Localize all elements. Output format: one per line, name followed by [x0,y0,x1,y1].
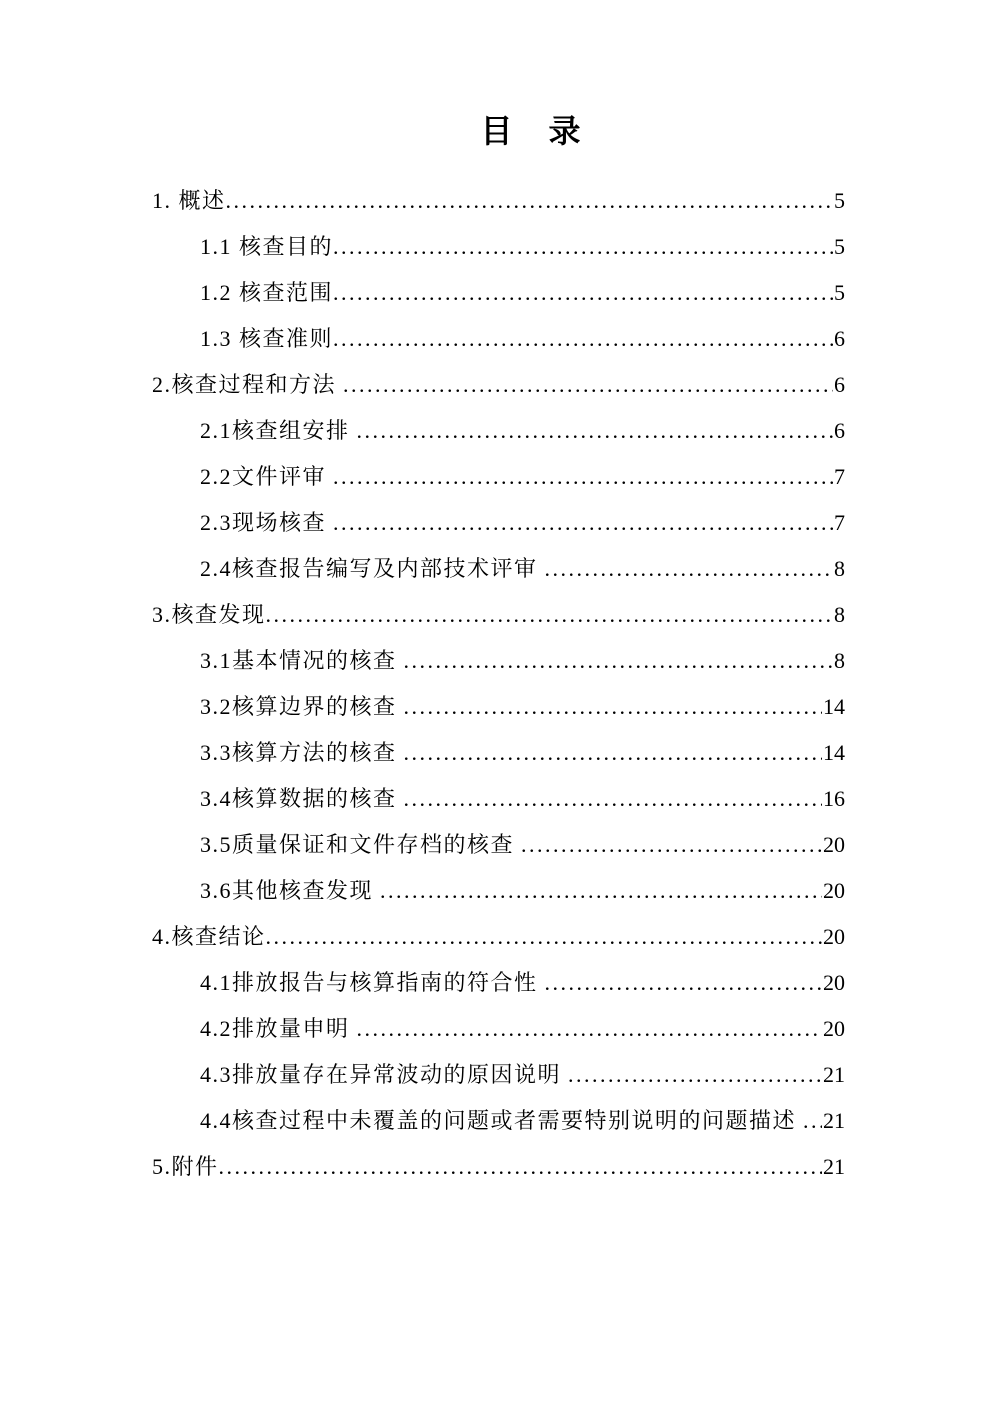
toc-entry[interactable] [152,454,845,500]
toc-entry[interactable] [152,1098,845,1144]
toc-leader-dots [404,730,822,776]
toc-entry-label: 2.2文件评审 [200,464,334,490]
toc-entry-label: 3.1基本情况的核查 [200,648,404,674]
toc-entry-page: 6 [834,372,845,398]
toc-entry-page: 14 [823,740,845,766]
toc-entry[interactable] [152,1052,845,1098]
toc-entry-page: 20 [823,924,845,950]
toc-entry[interactable] [152,408,845,454]
toc-entry-label: 3.3核算方法的核查 [200,740,404,766]
toc-entry-label: 1.3 核查准则 [200,326,334,352]
toc-leader-dots [333,316,833,362]
toc-leader-dots [266,914,822,960]
toc-entry[interactable] [152,362,845,408]
toc-entry-label: 2.核查过程和方法 [152,372,344,398]
toc-entry-label: 2.4核查报告编写及内部技术评审 [200,556,545,582]
toc-entry[interactable] [152,592,845,638]
toc-entry-page: 5 [834,188,845,214]
toc-entry[interactable] [152,868,845,914]
toc-entry-page: 16 [823,786,845,812]
toc-entry[interactable] [152,960,845,1006]
toc-entry-label: 4.2排放量申明 [200,1016,357,1042]
toc-entry-page: 14 [823,694,845,720]
toc-entry-label: 3.核查发现 [152,602,266,628]
toc-entry-label: 2.3现场核查 [200,510,334,536]
toc-leader-dots [226,178,833,224]
toc-entry-page: 21 [823,1154,845,1180]
toc-entry[interactable] [152,730,845,776]
toc-entry-label: 3.6其他核查发现 [200,878,381,904]
toc-entry-page: 5 [834,234,845,260]
toc-title: 目 录 [480,113,583,149]
toc-entry-label: 3.2核算边界的核查 [200,694,404,720]
toc-entry-label: 4.4核查过程中未覆盖的问题或者需要特别说明的问题描述 [200,1108,804,1134]
toc-leader-dots [357,1006,822,1052]
toc-entry-label: 1.2 核查范围 [200,280,334,306]
toc-entry-page: 21 [823,1108,845,1134]
toc-leader-dots [380,868,822,914]
toc-entry-label: 4.1排放报告与核算指南的符合性 [200,970,545,996]
toc-entry[interactable] [152,638,845,684]
toc-leader-dots [803,1098,822,1144]
toc-entry-page: 20 [823,832,845,858]
toc-entry-page: 7 [834,464,845,490]
toc-leader-dots [404,638,833,684]
toc-entry[interactable] [152,776,845,822]
toc-entry-label: 3.5质量保证和文件存档的核查 [200,832,522,858]
toc-entry-label: 1.1 核查目的 [200,234,334,260]
toc-entry[interactable] [152,822,845,868]
toc-entry[interactable] [152,1006,845,1052]
toc-entry-label: 4.核查结论 [152,924,266,950]
toc-leader-dots [266,592,833,638]
toc-entry[interactable] [152,1144,845,1190]
toc-entry[interactable] [152,684,845,730]
toc-entry-label: 4.3排放量存在异常波动的原因说明 [200,1062,569,1088]
toc-entry[interactable] [152,914,845,960]
toc-entry[interactable] [152,500,845,546]
toc-leader-dots [545,546,833,592]
toc-entry-page: 21 [823,1062,845,1088]
toc-entry-page: 6 [834,326,845,352]
toc-entry[interactable] [152,316,845,362]
toc-leader-dots [333,270,833,316]
toc-leader-dots [404,684,822,730]
toc-leader-dots [357,408,833,454]
toc-entry[interactable] [152,178,845,224]
toc-leader-dots [521,822,822,868]
toc-entry-page: 20 [823,1016,845,1042]
toc-leader-dots [343,362,833,408]
toc-entry-label: 1. 概述 [152,188,226,214]
toc-entry-page: 7 [834,510,845,536]
toc-leader-dots [333,224,833,270]
toc-list [152,178,845,1190]
toc-entry-page: 8 [834,602,845,628]
toc-entry-page: 20 [823,970,845,996]
toc-leader-dots [333,454,833,500]
toc-entry-page: 20 [823,878,845,904]
toc-entry-label: 2.1核查组安排 [200,418,357,444]
toc-entry-label: 5.附件 [152,1154,219,1180]
toc-leader-dots [404,776,822,822]
toc-entry-page: 5 [834,280,845,306]
toc-leader-dots [219,1144,822,1190]
toc-entry-page: 8 [834,648,845,674]
toc-entry-label: 3.4核算数据的核查 [200,786,404,812]
toc-entry[interactable] [152,224,845,270]
toc-entry[interactable] [152,546,845,592]
toc-leader-dots [545,960,822,1006]
toc-leader-dots [568,1052,822,1098]
toc-entry-page: 8 [834,556,845,582]
toc-entry-page: 6 [834,418,845,444]
toc-entry[interactable] [152,270,845,316]
toc-leader-dots [333,500,833,546]
